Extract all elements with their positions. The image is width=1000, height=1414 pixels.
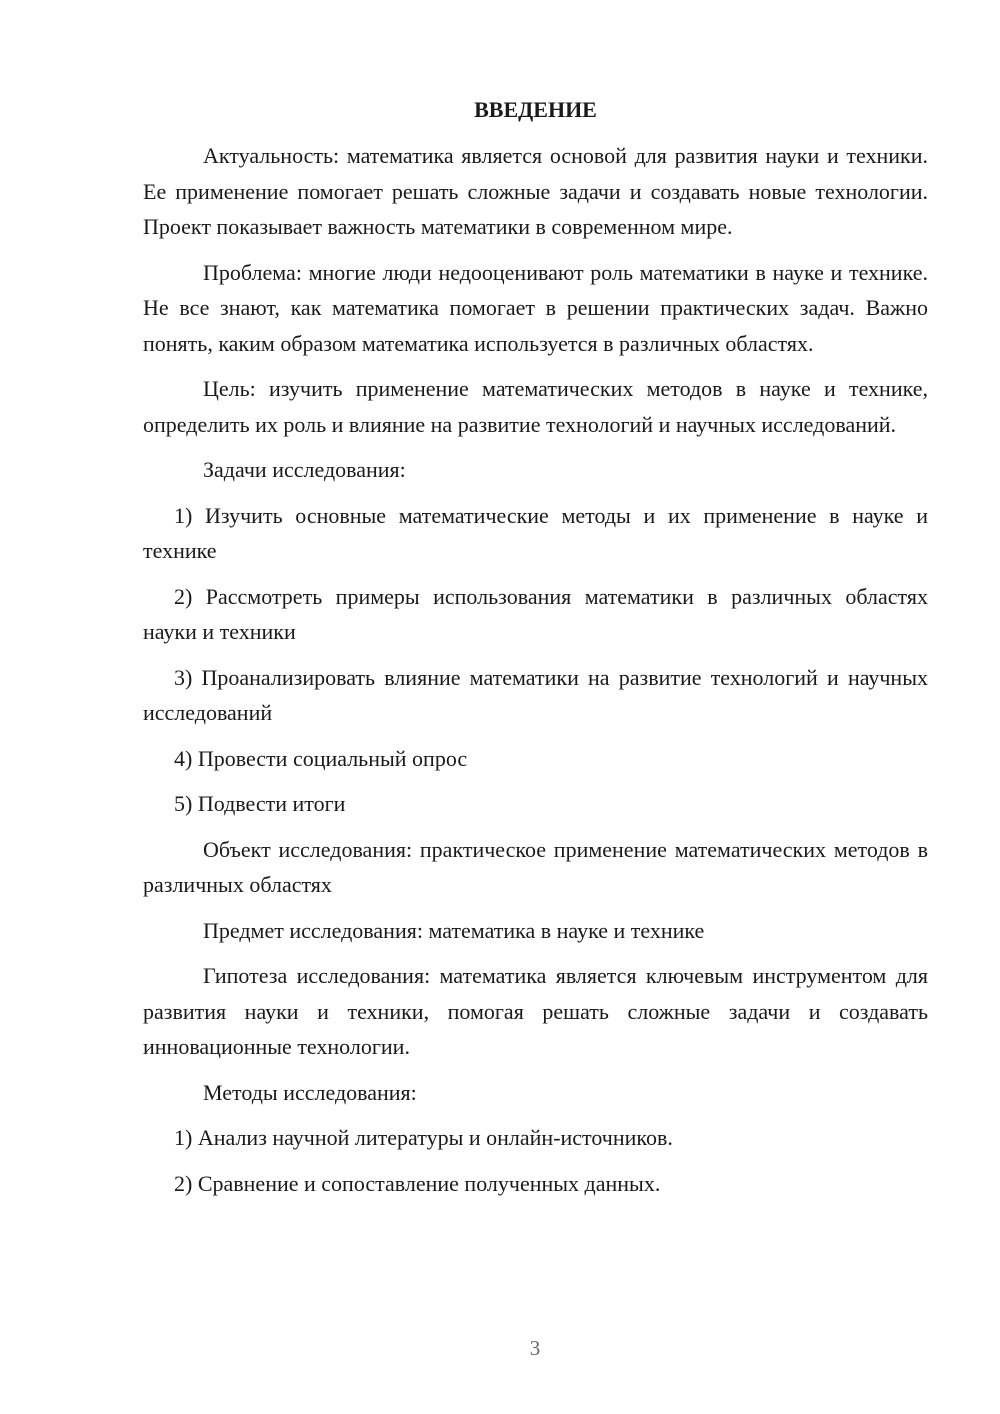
tasks-heading: Задачи исследования: <box>203 457 406 482</box>
task-item: 5) Подвести итоги <box>174 791 346 816</box>
method-item: 2) Сравнение и сопоставление полученных данных. <box>174 1170 661 1196</box>
goal-paragraph: Цель: изучить применение математических методов в науке и технике, определить их роль и влияние на развитие технологий и научных исследований. <box>143 376 928 437</box>
hypothesis-paragraph: Гипотеза исследования: математика является ключевым инструментом для развития науки и техники, помогая решать сложные задачи и создавать инновационные технологии. <box>143 963 928 1059</box>
methods-heading: Методы исследования: <box>203 1079 417 1105</box>
section-heading: ВВЕДЕНИЕ <box>474 97 597 122</box>
task-item: 4) Провести социальный опрос <box>174 745 468 771</box>
relevance-paragraph: Актуальность: математика является основой для развития науки и техники. Ее применение помогает решать сложные задачи и создавать новые технологии. Проект показывает важность математики в современном мире. <box>143 143 928 239</box>
task-item: 1) Изучить основные математические методы и их применение в науке и технике <box>143 502 928 563</box>
task-item: 3) Проанализировать влияние математики на развитие технологий и научных исследований <box>143 664 928 725</box>
method-item: 1) Анализ научной литературы и онлайн-источников. <box>174 1125 673 1150</box>
page-number: 3 <box>529 1336 541 1360</box>
page-content <box>143 96 928 1211</box>
object-paragraph: Объект исследования: практическое применение математических методов в различных областях <box>143 836 928 897</box>
problem-paragraph: Проблема: многие люди недооценивают роль математики в науке и технике. Не все знают, как математика помогает в решении практических задач. Важно понять, каким образом математика используется в различных областях. <box>143 259 928 356</box>
task-item: 2) Рассмотреть примеры использования математики в различных областях науки и техники <box>143 583 928 644</box>
subject-paragraph: Предмет исследования: математика в науке и технике <box>203 917 705 943</box>
